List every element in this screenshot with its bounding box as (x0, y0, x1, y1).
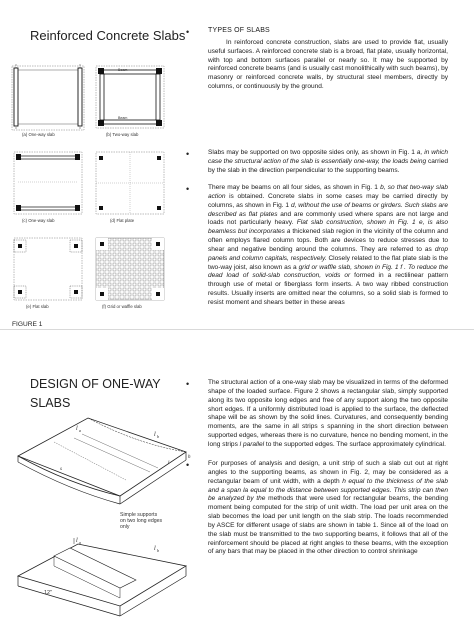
bullet-icon: • (186, 149, 190, 159)
svg-text:s: s (60, 467, 62, 472)
panel-two-way-slab (92, 60, 170, 140)
text-run: formed in a rectilinear pattern through use of metal or fiberglass form inserts. A two way ribbed construction results. Usually inserts are omitted near the columns, so a solid slab is formed to resist moment and shears better in these areas (208, 272, 448, 306)
slide-one-way-slab-design (0, 330, 474, 632)
beam-label-top: Beam (118, 68, 128, 72)
svg-text:l: l (76, 538, 78, 544)
paragraph-structural-action (208, 379, 448, 450)
svg-text:l: l (76, 426, 78, 432)
beam-label-bottom: Beam (118, 116, 128, 120)
text-run: Closely related to the flat plate slab is the two-way joist, also known as a (208, 254, 448, 271)
svg-text:l: l (168, 461, 170, 466)
svg-text:l: l (154, 432, 156, 438)
text-run-italic: a, in which case the structural action of the slab is essentially one-way, the loads being (208, 149, 448, 165)
panel-flat-plate (92, 146, 170, 226)
text-run: is obtained. Concrete slabs in some cases may be carried directly by columns, as shown in Fig. 1 (208, 192, 448, 209)
panel-one-way-slab-a (10, 60, 88, 140)
text-run: carried by the slab in the direction perpendicular to the supporting beams. (208, 157, 448, 174)
panel-waffle-slab (92, 232, 170, 312)
support-note: Simple supports on two long edges only (120, 512, 163, 530)
text-run: Slabs may be supported on two opposite sides only, as shown in Fig. 1 (208, 149, 417, 156)
text-run-italic: d, without the use of beams or girders. Such slabs are described as flat plates (208, 201, 448, 218)
text-run: methods that were used for rectangular beams, the bending moment being computed for the strip of unit width. The load per unit area on the slab becomes the load per unit length on the slab strip. The loads recommended by ASCE for different usage of slabs are shown in table 1. Since all of the load on the slab must be transmitted to the two supporting beams, it follows that all of the reinforcement should be placed at right angles to these beams, with the exception of any bars that may be placed in the other direction to control shrinkage (208, 495, 448, 556)
text-run: The structural action of a one-way slab may be visualized in terms of the deformed shape of the loaded surface. Figure 2 shows a rectangular slab, simply supported along its two opposite long edges and free of any support along the two opposite short edges. If a uniformly distributed load is applied to the surface, the deflected shape will be as shown by the solid lines. Curvatures, and consequently bending moments, are the same in all strips s spanning in the short direction between supported edges, whereas there is no curvature, hence no bending moment, in the long strips (208, 379, 448, 448)
bullet-icon: • (186, 379, 190, 389)
slide-title: DESIGN OF ONE-WAY SLABS (30, 377, 161, 410)
paragraph-unit-strip (208, 460, 448, 557)
svg-text:a: a (79, 540, 81, 545)
panel-one-way-slab-c (10, 146, 88, 226)
panel-flat-slab (10, 232, 88, 312)
text-run-italic: h equal to the thickness of the slab and a span la equal to the distance between supported edges. This strip can then be analyzed by the (208, 477, 448, 503)
text-run-italic: l parallel (239, 440, 265, 448)
text-run-italic: b, so that two-way slab action (208, 184, 448, 200)
paragraph-intro: In reinforced concrete construction, slabs are used to provide flat, usually useful surfaces. A reinforced concrete slab is a broad, flat plate, usually horizontal, with top and bottom surfaces parallel or nearly so. It may be supported by reinforced concrete beams (and is usually cast monolithically with such beams), by masonry or reinforced concrete walls, by structural steel members, directly by columns, or continuously by the ground. (208, 38, 448, 91)
text-run: and are commonly used where spans are not large and loads not particularly heavy. (208, 210, 449, 227)
text-run: There may be beams on all four sides, as shown in Fig. 1 (208, 184, 381, 191)
svg-text:b: b (157, 434, 159, 439)
figure-label: FIGURE 1 (12, 321, 43, 328)
svg-text:h: h (188, 455, 191, 460)
panel-caption: (e) Flat slab (26, 304, 49, 309)
one-way-slab-diagram (14, 412, 191, 530)
svg-text:a: a (79, 428, 81, 433)
panel-caption: (c) One-way slab (22, 218, 55, 223)
svg-text:b: b (157, 548, 159, 553)
text-run: For purposes of analysis and design, a unit strip of such a slab cut out at right angles to the supporting beams, as shown in Fig. 2, may be considered as a rectangular beam of unit width, with a depth (208, 460, 448, 485)
panel-caption: (d) Flat plate (110, 218, 135, 223)
text-run: to the supported edges. The surface approximately cylindrical. (264, 440, 446, 448)
section-heading: TYPES OF SLABS (208, 27, 270, 34)
text-run-italic: drop panels and column capitals, respectively. (208, 245, 448, 262)
unit-strip-diagram (14, 536, 190, 632)
bullet-icon: • (186, 460, 190, 470)
paragraph-one-way (208, 149, 448, 176)
svg-text:l: l (154, 546, 156, 552)
text-run: thickened slab region in the vicinity of the column and often employs flared column tops. Both are devices to reduce stresses due to shear and negative bending around the columns. They are referred to as (208, 228, 448, 253)
bullet-icon: • (186, 27, 190, 37)
bullet-icon: • (186, 184, 190, 194)
text-run-italic: grid or waffle slab, shown in Fig. 1 f . To reduce the dead load of solid-slab construction, voids or (208, 263, 448, 280)
dimension-12-in: 12" (44, 590, 53, 596)
panel-caption: (f) Grid or waffle slab (102, 304, 142, 309)
panel-caption: (b) Two-way slab (106, 132, 139, 137)
text-run-italic: Flat slab construction, shown in Fig. 1 e, is also beamless but incorporates a (208, 219, 448, 236)
slide-title: Reinforced Concrete Slabs (30, 28, 186, 43)
paragraph-two-way (208, 184, 448, 308)
types-of-slabs-text (208, 27, 448, 92)
panel-caption: (a) One-way slab (22, 132, 55, 137)
